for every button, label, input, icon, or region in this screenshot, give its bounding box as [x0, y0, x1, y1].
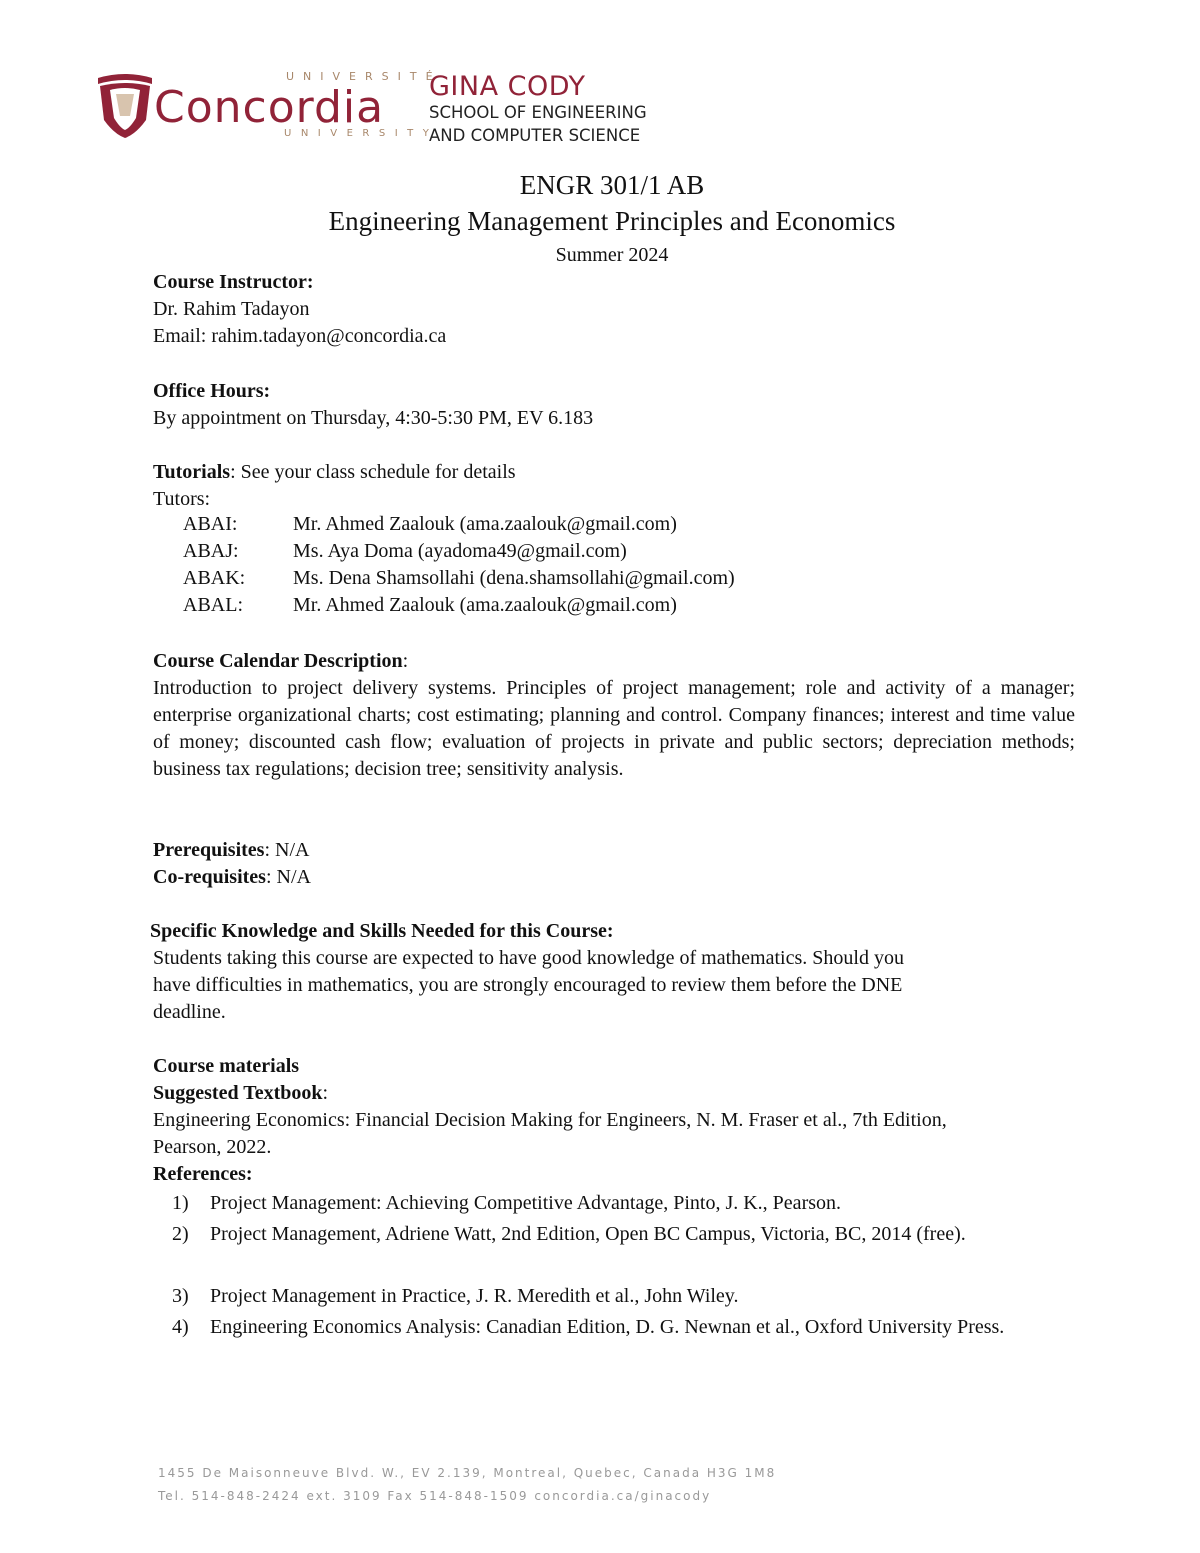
- footer-address: 1455 De Maisonneuve Blvd. W., EV 2.139, Montreal, Quebec, Canada H3G 1M8: [158, 1466, 777, 1480]
- tutor-code: ABAI:: [183, 513, 238, 535]
- universite-text: UNIVERSITÉ: [286, 70, 442, 83]
- skills-line-3: deadline.: [153, 1001, 226, 1023]
- skills-line-2: have difficulties in mathematics, you are strongly encouraged to review them before the DNE: [153, 974, 903, 996]
- prerequisites-line: [153, 837, 309, 863]
- instructor-name: Dr. Rahim Tadayon: [153, 298, 310, 320]
- header-logo: [96, 68, 696, 148]
- reference-item: 4) Engineering Economics Analysis: Canadian Edition, D. G. Newnan et al., Oxford University Press.: [172, 1316, 1005, 1338]
- tutor-code: ABAJ:: [183, 540, 239, 562]
- tutor-name: Mr. Ahmed Zaalouk (ama.zaalouk@gmail.com): [293, 594, 677, 616]
- tutor-name: Ms. Aya Doma (ayadoma49@gmail.com): [293, 540, 627, 562]
- skills-heading: Specific Knowledge and Skills Needed for this Course:: [150, 920, 614, 942]
- course-term: Summer 2024: [555, 244, 669, 266]
- textbook-heading: Suggested Textbook: [153, 1082, 323, 1104]
- calendar-heading-line: Course Calendar Description:: [153, 650, 409, 672]
- instructor-heading: Course Instructor:: [153, 271, 314, 293]
- tutorials-text: : See your class schedule for details: [230, 461, 516, 483]
- tutorials-heading: Tutorials: [153, 461, 231, 483]
- textbook-line-2: Pearson, 2022.: [153, 1136, 272, 1158]
- tutor-row: [183, 567, 735, 590]
- corequisites-heading: Co-requisites: [153, 866, 266, 888]
- corequisites-value: : N/A: [265, 866, 311, 888]
- course-code: ENGR 301/1 AB: [519, 170, 705, 200]
- concordia-crest-icon: [96, 70, 154, 140]
- reference-item: 3) Project Management in Practice, J. R. Meredith et al., John Wiley.: [172, 1285, 739, 1307]
- references-heading: References:: [153, 1163, 253, 1185]
- office-hours-text: By appointment on Thursday, 4:30-5:30 PM, EV 6.183: [153, 407, 594, 429]
- tutor-row: [183, 513, 677, 536]
- tutor-code: ABAK:: [183, 567, 246, 589]
- corequisites-line: [153, 864, 311, 890]
- textbook-heading-line: Suggested Textbook:: [153, 1082, 329, 1104]
- office-hours-heading: Office Hours:: [153, 380, 271, 402]
- skills-line-1: Students taking this course are expected to have good knowledge of mathematics. Should you: [153, 947, 904, 969]
- materials-heading: Course materials: [153, 1055, 300, 1077]
- tutor-name: Mr. Ahmed Zaalouk (ama.zaalouk@gmail.com): [293, 513, 677, 535]
- school-line-2: AND COMPUTER SCIENCE: [429, 126, 641, 145]
- tutor-row: [183, 594, 677, 617]
- school-line-1: SCHOOL OF ENGINEERING: [429, 103, 647, 122]
- concordia-wordmark: Concordia: [154, 82, 385, 133]
- tutors-label: Tutors:: [153, 488, 211, 510]
- tutor-name: Ms. Dena Shamsollahi (dena.shamsollahi@gmail.com): [293, 567, 735, 589]
- tutor-row: [183, 540, 627, 563]
- textbook-line-1: Engineering Economics: Financial Decision Making for Engineers, N. M. Fraser et al., 7th Edition,: [153, 1109, 947, 1131]
- reference-item: 2) Project Management, Adriene Watt, 2nd Edition, Open BC Campus, Victoria, BC, 2014 (free).: [172, 1223, 966, 1245]
- instructor-email: Email: rahim.tadayon@concordia.ca: [153, 325, 447, 347]
- prerequisites-heading: Prerequisites: [153, 839, 265, 861]
- calendar-heading: Course Calendar Description: [153, 650, 403, 672]
- university-text: UNIVERSITY: [284, 128, 439, 139]
- calendar-description: Introduction to project delivery systems. Principles of project management; role and activity of a manager; enterprise organizational charts; cost estimating; planning and control. Company finances; interest and time value of money; discounted cash flow; evaluation of projects in private and public sectors; depreciation methods; business tax regulations; decision tree; sensitivity analysis.: [153, 677, 1075, 780]
- tutorials-line: [153, 459, 516, 485]
- reference-item: 1) Project Management: Achieving Competitive Advantage, Pinto, J. K., Pearson.: [172, 1192, 842, 1214]
- footer-contact: Tel. 514-848-2424 ext. 3109 Fax 514-848-1509 concordia.ca/ginacody: [158, 1489, 712, 1503]
- tutor-code: ABAL:: [183, 594, 243, 616]
- course-title: Engineering Management Principles and Economics: [328, 206, 896, 236]
- prerequisites-value: : N/A: [264, 839, 310, 861]
- school-name: GINA CODY: [429, 71, 586, 102]
